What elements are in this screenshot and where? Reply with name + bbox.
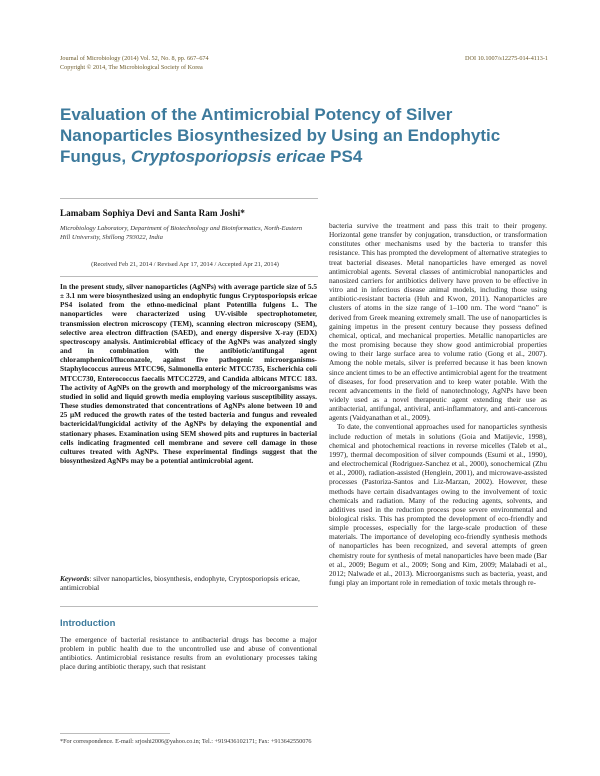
doi: DOI 10.1007/s12275-014-4113-1 xyxy=(465,55,548,62)
title-tail: PS4 xyxy=(325,147,363,166)
title-divider xyxy=(60,198,318,199)
keywords-list: : silver nanoparticles, biosynthesis, endophyte, Cryptosporiopsis ericae, antimicrobial xyxy=(60,574,300,593)
title-main: Evaluation of the Antimicrobial Potency of Silver Nanoparticles Biosynthesized by Using an Endophytic Fungus, xyxy=(60,105,501,166)
correspondence-footnote: *For correspondence. E-mail: srjoshi2006@yahoo.co.in; Tel.: +919436102171; Fax: +913642550076 xyxy=(60,738,312,745)
title-species: Cryptosporiopsis ericae xyxy=(130,147,326,166)
keywords-label: Keywords xyxy=(60,574,90,583)
section-heading-introduction: Introduction xyxy=(60,618,116,629)
keywords-divider xyxy=(60,606,318,607)
affiliation: Microbiology Laboratory, Department of Biotechnology and Bioinformatics, North-Eastern Hill University, Shillong 793022, India xyxy=(60,225,303,241)
journal-header xyxy=(60,55,209,72)
right-column xyxy=(329,221,547,587)
abstract: In the present study, silver nanoparticles (AgNPs) with average particle size of 5.5 ± 3.1 nm were biosynthesized using an endophytic fungus Cryptosporiopsis ericae PS4 isolated from the ethno-medicinal plant Potentilla fulgens L. The nanoparticles were characterized using UV-visible spectrophotometer, transmission electron microscopy (TEM), scanning electron microscopy (SEM), selective area electron diffraction (SAED), and energy dispersive X-ray (EDX) spectroscopy analysis. Antimicrobial efficacy of the AgNPs was analyzed singly and in combination with the antibiotic/antifungal agent chloramphenicol/fluconazole, against five pathogenic microorganisms-Staphylococcus aureus MTCC96, Salmonella enteric MTCC735, Escherichia coli MTCC730, Enterococcus faecalis MTCC2729, and Candida albicans MTCC 183. The activity of AgNPs on the growth and morphology of the microorganisms was studied in solid and liquid growth media employing various susceptibility assays. These studies demonstrated that concentrations of AgNPs alone between 10 and 25 μM reduced the growth rates of the tested bacteria and fungus and revealed bactericidal/fungicidal activity of the AgNPs by delaying the exponential and stationary phases. Examination using SEM showed pits and ruptures in bacterial cells indicating fragmented cell membrane and severe cell damage in those cultures treated with AgNPs. These experimental findings suggest that the biosynthesized AgNPs may be a potential antimicrobial agent. xyxy=(60,282,317,465)
article-title xyxy=(60,104,550,167)
right-paragraph-2: To date, the conventional approaches used for nanoparticles synthesis include reduction of metals in solutions (Goia and Matijevic, 1998), chemical and photochemical reactions in reverse micelles (Taleb et al., 1997), thermal decomposition of silver compounds (Esumi et al., 1990), and electrochemical (Rodriguez-Sanchez et al., 2000), sonochemical (Zhu et al., 2000), radiation-assisted (Henglein, 2001), and microwave-assisted processes (Pastoriza-Santos and Liz-Marzan, 2002). However, these methods have certain disadvantages owing to the involvement of toxic chemicals and radiation. Many of the reducing agents, solvents, and additives used in the reduction process pose severe environmental and biological risks. This has prompted the development of eco-friendly and simple processes, especially for the large-scale production of these materials. The importance of developing eco-friendly synthesis methods of nanoparticles has been recognized, and several attempts of green chemistry route for synthesis of metal nanoparticles have been made (Bar et al., 2009; Begum et al., 2009; Song and Kim, 2009; Malabadi et al., 2012; Nalwade et al., 2013). Microorganisms such as bacteria, yeast, and fungi play an important role in remediation of toxic metals through re- xyxy=(329,422,547,588)
journal-copyright: Copyright © 2014, The Microbiological Society of Korea xyxy=(60,63,203,71)
right-paragraph-1: bacteria survive the treatment and pass this trait to their progeny. Horizontal gene transfer by conjugation, transduction, or transformation constitutes other mechanisms used by the bacteria to transfer this resistance. This has prompted the development of alternative strategies to treat bacterial diseases. Metal nanoparticles have emerged as novel antimicrobial agents. Several classes of antimicrobial nanoparticles and nanosized carriers for antibiotics delivery have proven to be effective in vitro and in infectious disease animal models, including those using antibiotic-resistant bacteria (Huh and Kwon, 2011). Nanoparticles are clusters of atoms in the size range of 1–100 nm. The word “nano” is derived from Greek meaning extremely small. The use of nanoparticles is gaining impetus in the present century because they possess defined chemical, optical, and mechanical properties. Metallic nanoparticles are the most promising because they show good antimicrobial properties owing to their large surface area to volume ratio (Gong et al., 2007). Among the noble metals, silver is preferred because it has been known since ancient times to be an effective antimicrobial agent for the treatment of diseases, for food preservation and to keep water potable. With the recent advancements in the field of nanotechnology, AgNPs have been widely used as a novel therapeutic agent extending their use as antibacterial, antifungal, antiviral, anti-inflammatory, and anti-cancerous agents (Vaidyanathan et al., 2009). xyxy=(329,221,547,423)
keywords xyxy=(60,574,317,592)
received-dates: (Received Feb 21, 2014 / Revised Apr 17, 2014 / Accepted Apr 21, 2014) xyxy=(91,261,279,268)
footnote-divider xyxy=(60,733,170,734)
introduction-text: The emergence of bacterial resistance to antibacterial drugs has become a major problem in public health due to the uncontrolled use and abuse of conventional antibiotics. Antimicrobial resistance results from an evolutionary processes taking place during antibiotic therapy, such that resistant xyxy=(60,635,317,672)
journal-citation: Journal of Microbiology (2014) Vol. 52, No. 8, pp. 667–674 xyxy=(60,55,209,62)
abstract-divider xyxy=(60,276,318,277)
authors: Lamabam Sophiya Devi and Santa Ram Joshi* xyxy=(60,208,245,218)
